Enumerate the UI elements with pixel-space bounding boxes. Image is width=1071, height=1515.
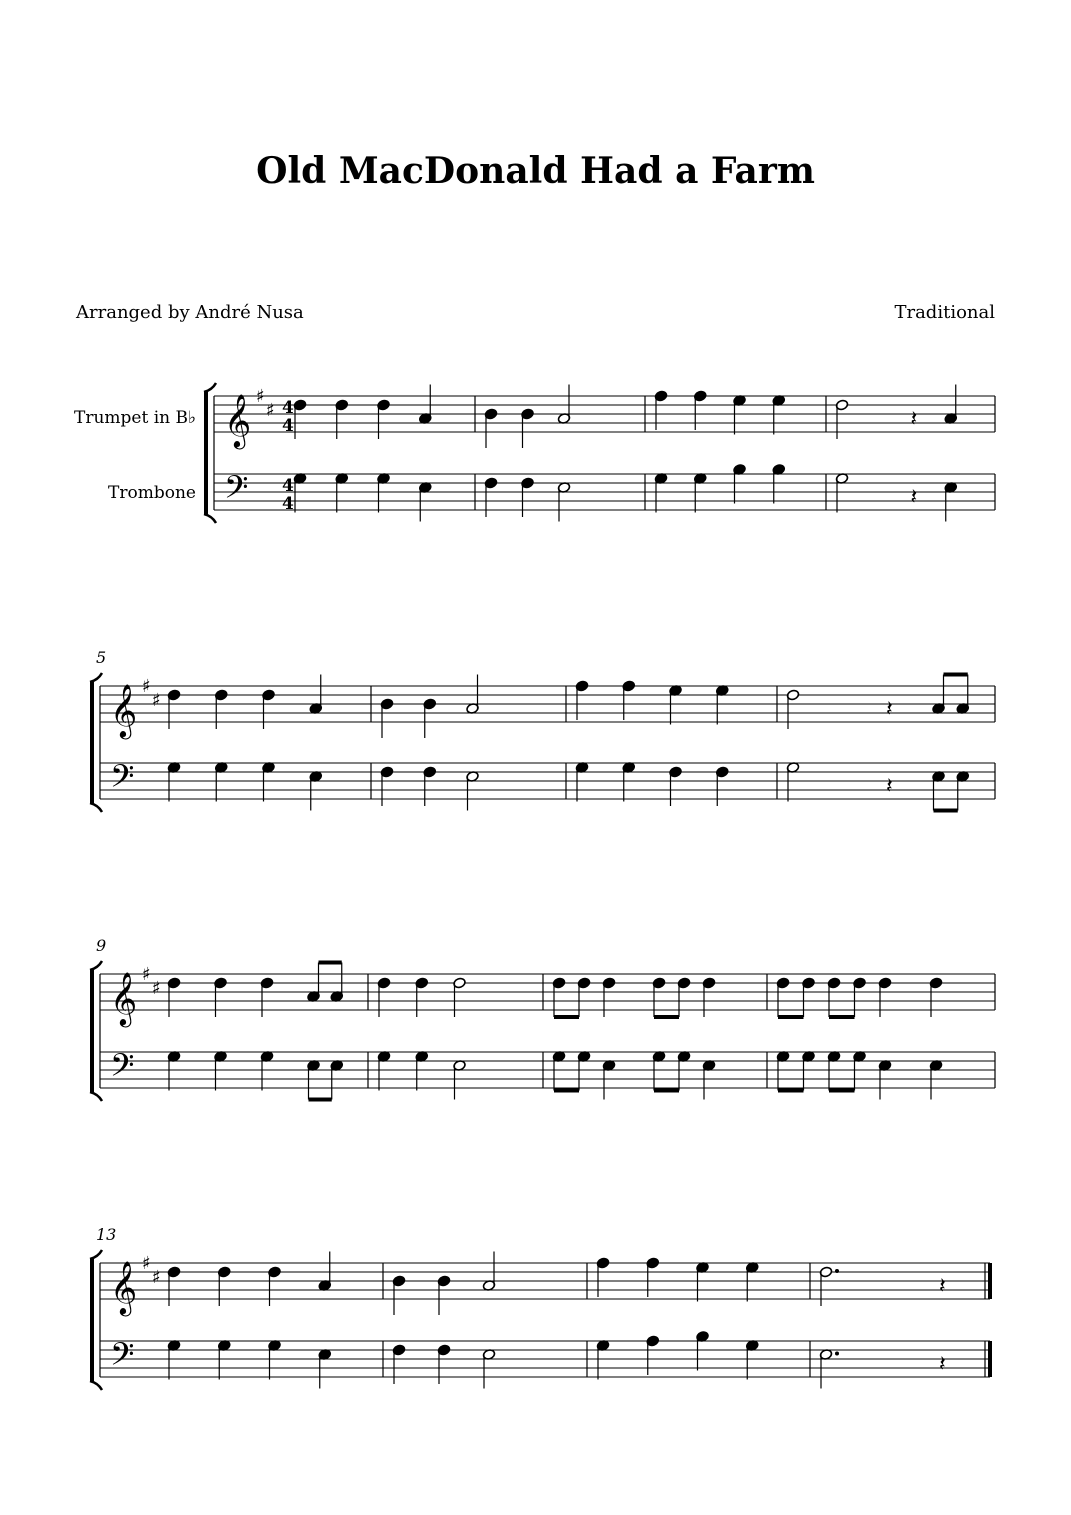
dot — [835, 1269, 839, 1273]
bracket-bottom — [204, 514, 216, 523]
quarter-rest-icon: 𝄽 — [939, 1352, 946, 1377]
sharp-icon: ♯ — [256, 386, 265, 407]
sharp-icon: ♯ — [142, 964, 151, 985]
quarter-rest-icon: 𝄽 — [886, 774, 893, 799]
music-layer — [90, 383, 995, 1390]
time-signature-bottom: 4 — [282, 416, 294, 436]
bass-clef-icon: 𝄢 — [224, 469, 249, 513]
quarter-rest-icon: 𝄽 — [886, 697, 893, 722]
quarter-rest-icon: 𝄽 — [939, 1274, 946, 1299]
bracket-bottom — [90, 803, 102, 812]
bass-clef-icon: 𝄢 — [110, 758, 135, 802]
arranger-credit: Arranged by André Nusa — [76, 302, 304, 323]
bracket-top — [90, 673, 102, 682]
measure-number: 13 — [96, 1225, 117, 1244]
instrument-name-trombone: Trombone — [108, 483, 196, 503]
treble-clef-icon: 𝄞 — [110, 1260, 138, 1314]
sharp-icon: ♯ — [142, 1253, 151, 1274]
composer-credit: Traditional — [894, 302, 995, 323]
sharp-icon: ♯ — [142, 676, 151, 697]
time-signature-bottom: 4 — [282, 494, 294, 514]
sharp-icon: ♯ — [152, 690, 161, 711]
bass-clef-icon: 𝄢 — [110, 1336, 135, 1380]
time-signature-top: 4 — [282, 398, 294, 418]
sharp-icon: ♯ — [152, 978, 161, 999]
bracket-bottom — [90, 1092, 102, 1101]
sharp-icon: ♯ — [266, 400, 275, 421]
bass-clef-icon: 𝄢 — [110, 1047, 135, 1091]
quarter-rest-icon: 𝄽 — [910, 407, 918, 432]
time-signature-top: 4 — [282, 476, 294, 496]
treble-clef-icon: 𝄞 — [224, 393, 252, 447]
instrument-name-trumpet: Trumpet in B♭ — [73, 408, 196, 428]
dot — [835, 1352, 839, 1356]
bracket-top — [90, 1250, 102, 1259]
measure-number: 9 — [96, 936, 107, 955]
sharp-icon: ♯ — [152, 1267, 161, 1288]
score-title: Old MacDonald Had a Farm — [256, 150, 815, 192]
quarter-rest-icon: 𝄽 — [910, 485, 918, 510]
measure-number: 5 — [96, 648, 107, 667]
bracket-top — [204, 383, 216, 392]
treble-clef-icon: 𝄞 — [110, 683, 138, 737]
treble-clef-icon: 𝄞 — [110, 971, 138, 1025]
bracket-top — [90, 961, 102, 970]
bracket-bottom — [90, 1381, 102, 1390]
